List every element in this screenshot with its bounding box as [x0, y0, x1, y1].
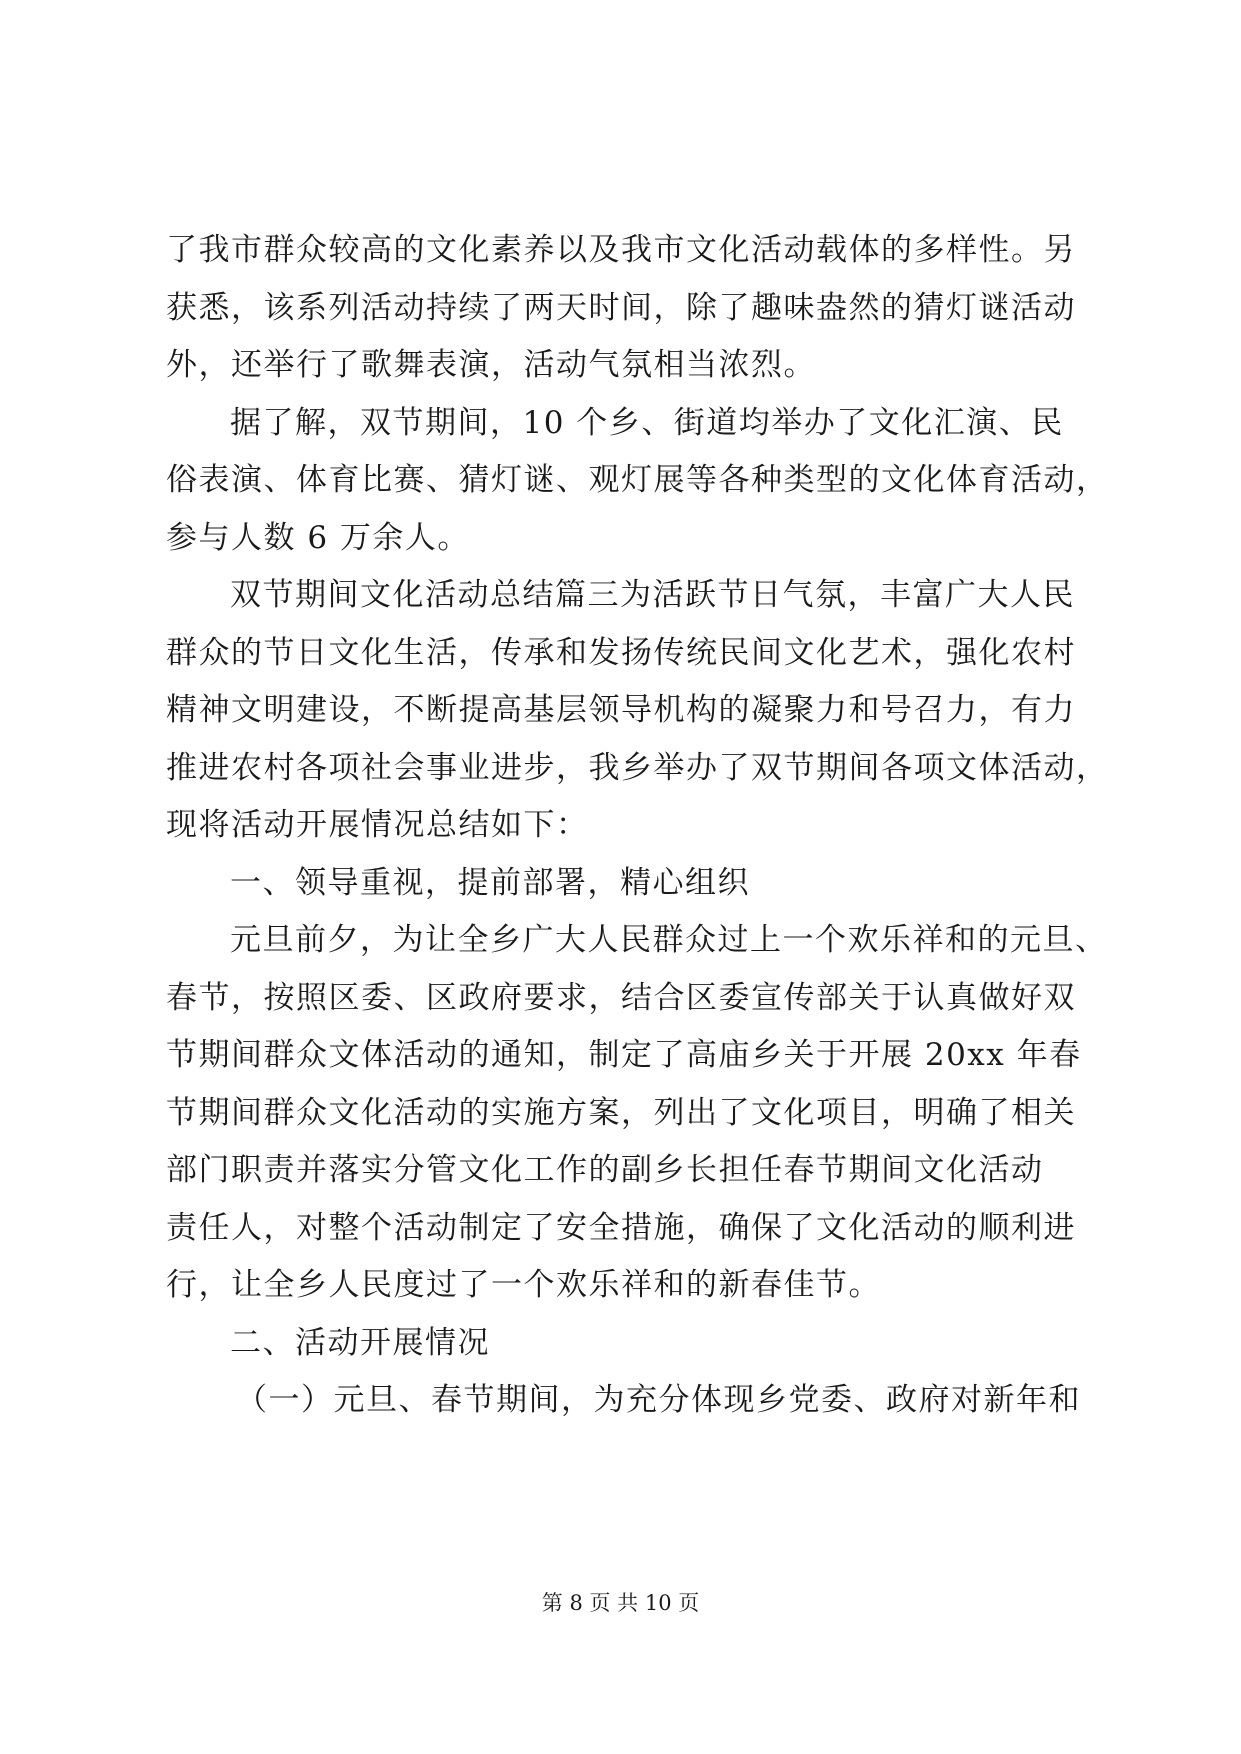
- page-number-footer: 第 8 页 共 10 页: [541, 1591, 700, 1615]
- text-line: 春节，按照区委、区政府要求，结合区委宣传部关于认真做好双: [166, 979, 1076, 1016]
- text-line: 获悉，该系列活动持续了两天时间，除了趣味盎然的猜灯谜活动: [166, 289, 1076, 326]
- document-body: [166, 222, 1109, 1430]
- text-line: 外，还举行了歌舞表演，活动气氛相当浓烈。: [166, 347, 816, 383]
- text-line: 节期间群众文化活动的实施方案，列出了文化项目，明确了相关: [166, 1094, 1076, 1131]
- paragraph-start-line: 元旦前夕，为让全乡广大人民群众过上一个欢乐祥和的元旦、: [230, 922, 1108, 958]
- text-line: 部门职责并落实分管文化工作的副乡长担任春节期间文化活动: [166, 1152, 1044, 1188]
- section-heading: 一、领导重视，提前部署，精心组织: [230, 864, 750, 901]
- text-line: 参与人数 6 万余人。: [166, 519, 470, 556]
- text-line: 群众的节日文化生活，传承和发扬传统民间文化艺术，强化农村: [166, 634, 1076, 671]
- paragraph-start-line: 据了解，双节期间，10 个乡、街道均举办了文化汇演、民: [230, 404, 1064, 441]
- paragraph-start-line: 双节期间文化活动总结篇三为活跃节日气氛，丰富广大人民: [230, 577, 1075, 613]
- text-line: 现将活动开展情况总结如下：: [166, 807, 589, 843]
- text-line: 行，让全乡人民度过了一个欢乐祥和的新春佳节。: [166, 1267, 881, 1303]
- text-line: 推进农村各项社会事业进步，我乡举办了双节期间各项文体活动，: [166, 749, 1109, 786]
- text-line: 责任人，对整个活动制定了安全措施，确保了文化活动的顺利进: [166, 1209, 1076, 1246]
- text-line: 俗表演、体育比赛、猜灯谜、观灯展等各种类型的文化体育活动，: [166, 462, 1109, 498]
- section-heading: 二、活动开展情况: [230, 1324, 490, 1361]
- paragraph-start-line: （一）元旦、春节期间，为充分体现乡党委、政府对新年和: [236, 1382, 1081, 1418]
- text-line: 精神文明建设，不断提高基层领导机构的凝聚力和号召力，有力: [166, 692, 1076, 728]
- text-line: 节期间群众文体活动的通知，制定了高庙乡关于开展 20xx 年春: [166, 1037, 1082, 1073]
- text-line: 了我市群众较高的文化素养以及我市文化活动载体的多样性。另: [166, 232, 1076, 268]
